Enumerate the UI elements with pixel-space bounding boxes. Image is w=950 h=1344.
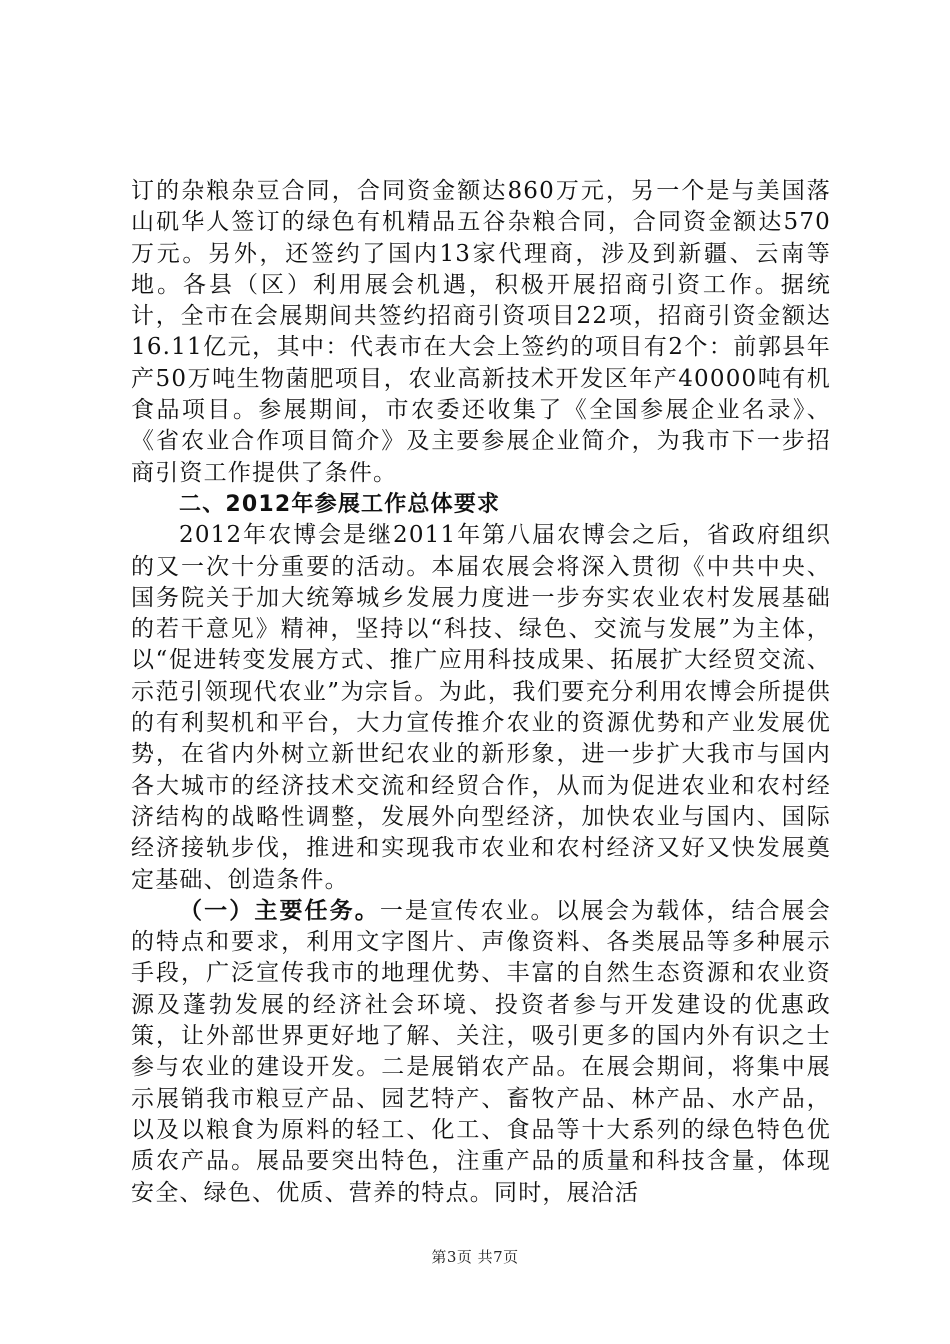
sub-heading-main-tasks: （一）主要任务。 — [179, 897, 380, 924]
main-tasks-text: 一是宣传农业。以展会为载体，结合展会的特点和要求，利用文字图片、声像资料、各类展品等多种展示手段，广泛宣传我市的地理优势、丰富的自然生态资源和农业资源及蓬勃发展的经济社会环境、投资者参与开发建设的优惠政策，让外部世界更好地了解、关注，吸引更多的国内外有识之士参与农业的建设开发。二是展销农产品。在展会期间，将集中展示展销我市粮豆产品、园艺特产、畜牧产品、林产品、水产品，以及以粮食为原料的轻工、化工、食品等十大系列的绿色特色优质农产品。展品要突出特色，注重产品的质量和科技含量，体现安全、绿色、优质、营养的特点。同时，展洽活 — [131, 897, 831, 1206]
section-heading: 二、2012年参展工作总体要求 — [179, 491, 501, 517]
paragraph-overall-requirements: 2012年农博会是继2011年第八届农博会之后，省政府组织的又一次十分重要的活动。本届农展会将深入贯彻《中共中央、国务院关于加大统筹城乡发展力度进一步夯实农业农村发展基础的若干意见》精神，坚持以“科技、绿色、交流与发展”为主体，以“促进转变发展方式、推广应用科技成果、拓展扩大经贸交流、示范引领现代农业”为宗旨。为此，我们要充分利用农博会所提供的有利契机和平台，大力宣传推介农业的资源优势和产业发展优势，在省内外树立新世纪农业的新形象，进一步扩大我市与国内各大城市的经济技术交流和经贸合作，从而为促进农业和农村经济结构的战略性调整，发展外向型经济，加快农业与国内、国际经济接轨步伐，推进和实现我市农业和农村经济又好又快发展奠定基础、创造条件。 — [131, 522, 831, 893]
paragraph-main-tasks — [131, 896, 831, 1209]
page-footer: 第3页 共7页 — [431, 1248, 519, 1266]
paragraph-contract-summary: 订的杂粮杂豆合同，合同资金额达860万元，另一个是与美国落山矶华人签订的绿色有机精品五谷杂粮合同，合同资金额达570万元。另外，还签约了国内13家代理商，涉及到新疆、云南等地。各县（区）利用展会机遇，积极开展招商引资工作。据统计，全市在会展期间共签约招商引资项目22项，招商引资金额达16.11亿元，其中：代表市在大会上签约的项目有2个：前郭县年产50万吨生物菌肥项目，农业高新技术开发区年产40000吨有机食品项目。参展期间，市农委还收集了《全国参展企业名录》、《省农业合作项目简介》及主要参展企业简介，为我市下一步招商引资工作提供了条件。 — [131, 178, 831, 486]
document-body — [131, 176, 831, 1209]
